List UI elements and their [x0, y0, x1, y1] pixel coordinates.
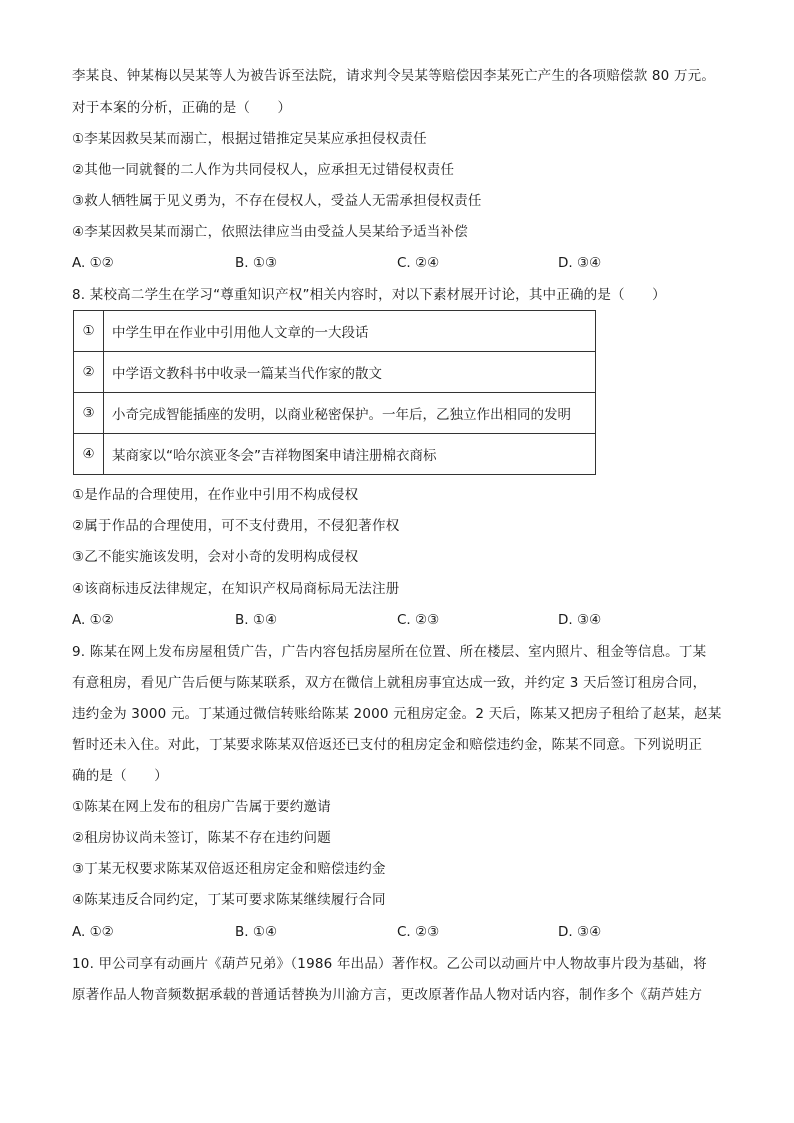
q9-option-d: D. ③④ — [558, 924, 602, 940]
table-cell-text: 中学生甲在作业中引用他人文章的一大段话 — [104, 311, 596, 352]
q7-option-d: D. ③④ — [558, 255, 602, 271]
q8-option-c: C. ②③ — [397, 612, 440, 628]
q7-stem-line-2: 对于本案的分析，正确的是（ ） — [72, 100, 292, 116]
table-row — [74, 311, 596, 352]
table-cell-text: 中学语文教科书中收录一篇某当代作家的散文 — [104, 352, 596, 393]
q10-stem-line-2: 原著作品人物音频数据承载的普通话替换为川渝方言，更改原著作品人物对话内容，制作多个《葫芦娃方 — [72, 987, 703, 1003]
q8-option-a: A. ①② — [72, 612, 114, 628]
q9-statement-1: ①陈某在网上发布的租房广告属于要约邀请 — [72, 799, 331, 815]
q9-stem-line-2: 有意租房，看见广告后便与陈某联系，双方在微信上就租房事宜达成一致，并约定 3 天后签订租房合同， — [72, 675, 707, 691]
table-row — [74, 434, 596, 475]
q8-stem: 8. 某校高二学生在学习“尊重知识产权”相关内容时，对以下素材展开讨论，其中正确的是（ ） — [72, 287, 666, 303]
q8-statement-2: ②属于作品的合理使用，可不支付费用，不侵犯著作权 — [72, 518, 400, 534]
q9-stem-line-3: 违约金为 3000 元。丁某通过微信转账给陈某 2000 元租房定金。2 天后，陈某又把房子租给了赵某，赵某 — [72, 706, 722, 722]
table-cell-num: ③ — [74, 393, 104, 434]
q7-option-b: B. ①③ — [235, 255, 278, 271]
q7-option-a: A. ①② — [72, 255, 114, 271]
q10-stem-line-1: 10. 甲公司享有动画片《葫芦兄弟》（1986 年出品）著作权。乙公司以动画片中人物故事片段为基础，将 — [72, 956, 707, 972]
q9-stem-line-1: 9. 陈某在网上发布房屋租赁广告，广告内容包括房屋所在位置、所在楼层、室内照片、租金等信息。丁某 — [72, 644, 707, 660]
q8-option-b: B. ①④ — [235, 612, 278, 628]
q7-option-c: C. ②④ — [397, 255, 440, 271]
q8-materials-table — [73, 310, 596, 475]
table-cell-text: 小奇完成智能插座的发明，以商业秘密保护。一年后，乙独立作出相同的发明 — [104, 393, 596, 434]
table-row — [74, 352, 596, 393]
q8-statement-1: ①是作品的合理使用，在作业中引用不构成侵权 — [72, 487, 359, 503]
q7-stem-line-1: 李某良、钟某梅以吴某等人为被告诉至法院，请求判令吴某等赔偿因李某死亡产生的各项赔偿款 80 万元。 — [72, 68, 716, 84]
q9-option-b: B. ①④ — [235, 924, 278, 940]
table-cell-num: ④ — [74, 434, 104, 475]
q7-statement-2: ②其他一同就餐的二人作为共同侵权人，应承担无过错侵权责任 — [72, 162, 455, 178]
q9-option-c: C. ②③ — [397, 924, 440, 940]
q9-option-a: A. ①② — [72, 924, 114, 940]
q7-statement-3: ③救人牺牲属于见义勇为，不存在侵权人，受益人无需承担侵权责任 — [72, 193, 482, 209]
q9-stem-line-5: 确的是（ ） — [72, 768, 168, 784]
q9-statement-2: ②租房协议尚未签订，陈某不存在违约问题 — [72, 830, 331, 846]
q9-statement-3: ③丁某无权要求陈某双倍返还租房定金和赔偿违约金 — [72, 861, 386, 877]
table-row — [74, 393, 596, 434]
table-cell-text: 某商家以“哈尔滨亚冬会”吉祥物图案申请注册棉衣商标 — [104, 434, 596, 475]
q7-statement-1: ①李某因救吴某而溺亡，根据过错推定吴某应承担侵权责任 — [72, 131, 427, 147]
q8-statement-3: ③乙不能实施该发明，会对小奇的发明构成侵权 — [72, 549, 359, 565]
q7-statement-4: ④李某因救吴某而溺亡，依照法律应当由受益人吴某给予适当补偿 — [72, 224, 468, 240]
q9-stem-line-4: 暂时还未入住。对此，丁某要求陈某双倍返还已支付的租房定金和赔偿违约金，陈某不同意。下列说明正 — [72, 737, 703, 753]
q8-option-d: D. ③④ — [558, 612, 602, 628]
q9-statement-4: ④陈某违反合同约定，丁某可要求陈某继续履行合同 — [72, 892, 386, 908]
q8-statement-4: ④该商标违反法律规定，在知识产权局商标局无法注册 — [72, 581, 400, 597]
table-cell-num: ① — [74, 311, 104, 352]
table-cell-num: ② — [74, 352, 104, 393]
